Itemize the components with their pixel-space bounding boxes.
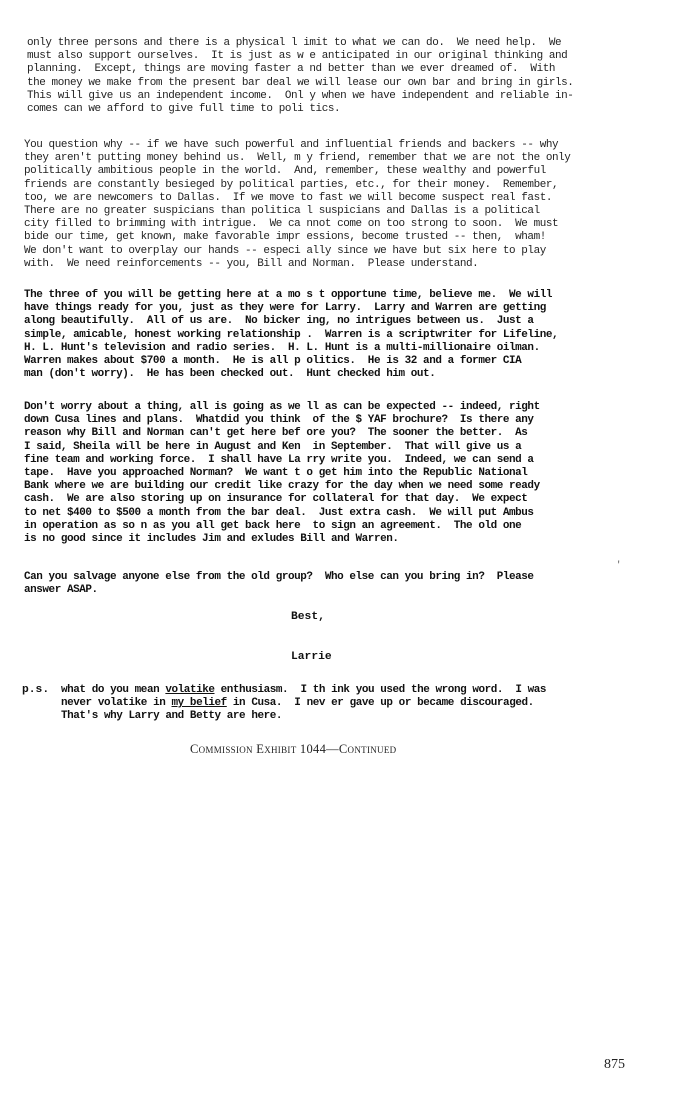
text-line: H. L. Hunt's television and radio series. H. L. Hunt is a multi-millionaire oilman. [24, 341, 540, 354]
paragraph-4 [24, 401, 556, 546]
text-line: cash. We are also storing up on insurance for collateral for that day. We expect [24, 493, 528, 506]
postscript-marker: p.s. [22, 684, 50, 696]
signature: Larrie [291, 651, 332, 663]
text-line: bide our time, get known, make favorable impr essions, become trusted -- then, wham! [24, 231, 546, 244]
exhibit-caption: Commission Exhibit 1044—Continued [190, 742, 397, 756]
text-line: only three persons and there is a physical l imit to what we can do. We need help. We [27, 37, 562, 49]
text-line: I said, Sheila will be here in August and Ken in September. That will give us a [24, 440, 522, 453]
text-line: to net $400 to $500 a month from the bar deal. Just extra cash. We will put Ambus [24, 506, 534, 519]
text-line: planning. Except, things are moving faster a nd better than we ever dreamed of. With [27, 63, 555, 76]
stray-mark: ' [616, 560, 622, 570]
underlined-phrase: my belief [171, 697, 227, 710]
text-line: too, we are newcomers to Dallas. If we move to fast we will become suspect real fast. [24, 191, 552, 204]
text-line: along beautifully. All of us are. No bicker ing, no intrigues between us. Just a [24, 315, 534, 328]
postscript-line [61, 684, 546, 697]
postscript-text: enthusiasm. I th ink you used the wrong word. I was [214, 684, 547, 696]
text-line: tape. Have you approached Norman? We want t o get him into the Republic National [24, 467, 528, 480]
postscript-text: what do you mean [61, 684, 166, 696]
text-line: We don't want to overplay our hands -- especi ally since we have but six here to play [24, 244, 546, 257]
paragraph-5 [24, 571, 549, 597]
text-line: Bank where we are building our credit like crazy for the day when we need some ready [24, 480, 540, 493]
postscript-line [61, 697, 546, 710]
text-line: the money we make from the present bar deal we will lease our own bar and bring in girls. [27, 76, 574, 89]
text-line: is no good since it includes Jim and exludes Bill and Warren. [24, 533, 399, 546]
text-line: have things ready for you, just as they were for Larry. Larry and Warren are getting [24, 302, 546, 315]
postscript-line: That's why Larry and Betty are here. [61, 710, 283, 723]
text-line: answer ASAP. [24, 584, 98, 597]
underlined-word: volatike [165, 684, 215, 696]
postscript-text: in Cusa. I nev er gave up or became discouraged. [226, 697, 534, 710]
postscript [61, 684, 561, 724]
text-line: with. We need reinforcements -- you, Bill and Norman. Please understand. [24, 257, 479, 270]
text-line: There are no greater suspicians than politica l suspicians and Dallas is a political [24, 205, 540, 218]
page-number: 875 [604, 1057, 625, 1072]
text-line: Warren makes about $700 a month. He is all p olitics. He is 32 and a former CIA [24, 355, 522, 368]
paragraph-2 [24, 139, 587, 271]
text-line: This will give us an independent income. Onl y when we have independent and reliable in- [27, 89, 574, 102]
text-line: Can you salvage anyone else from the old group? Who else can you bring in? Please [24, 571, 534, 583]
text-line: fine team and working force. I shall have La rry write you. Indeed, we can send a [24, 453, 534, 466]
postscript-text: never volatike in [61, 697, 172, 710]
text-line: comes can we afford to give full time to poli tics. [27, 103, 341, 116]
text-line: man (don't worry). He has been checked out. Hunt checked him out. [24, 368, 436, 381]
text-line: You question why -- if we have such powerful and influential friends and backers -- why [24, 139, 559, 151]
text-line: in operation as so n as you all get back here to sign an agreement. The old one [24, 519, 522, 532]
text-line: city filled to brimming with intrigue. We ca nnot come on too strong to soon. We must [24, 218, 559, 231]
text-line: simple, amicable, honest working relationship . Warren is a scriptwriter for Lifeline, [24, 328, 559, 341]
text-line: Don't worry about a thing, all is going as we ll as can be expected -- indeed, right [24, 401, 540, 413]
text-line: The three of you will be getting here at a mo s t opportune time, believe me. We will [24, 289, 552, 301]
text-line: politically ambitious people in the world. And, remember, these wealthy and powerful [24, 165, 546, 178]
text-line: friends are constantly besieged by political parties, etc., for their money. Remember, [24, 178, 559, 191]
text-line: reason why Bill and Norman can't get here bef ore you? The sooner the better. As [24, 427, 528, 440]
text-line: they aren't putting money behind us. Well, m y friend, remember that we are not the only [24, 152, 571, 165]
text-line: down Cusa lines and plans. Whatdid you think of the $ YAF brochure? Is there any [24, 414, 534, 427]
paragraph-1 [27, 37, 590, 116]
paragraph-3 [24, 289, 575, 381]
text-line: must also support ourselves. It is just as w e anticipated in our original thinking and [27, 50, 568, 63]
closing-salutation: Best, [291, 611, 325, 623]
